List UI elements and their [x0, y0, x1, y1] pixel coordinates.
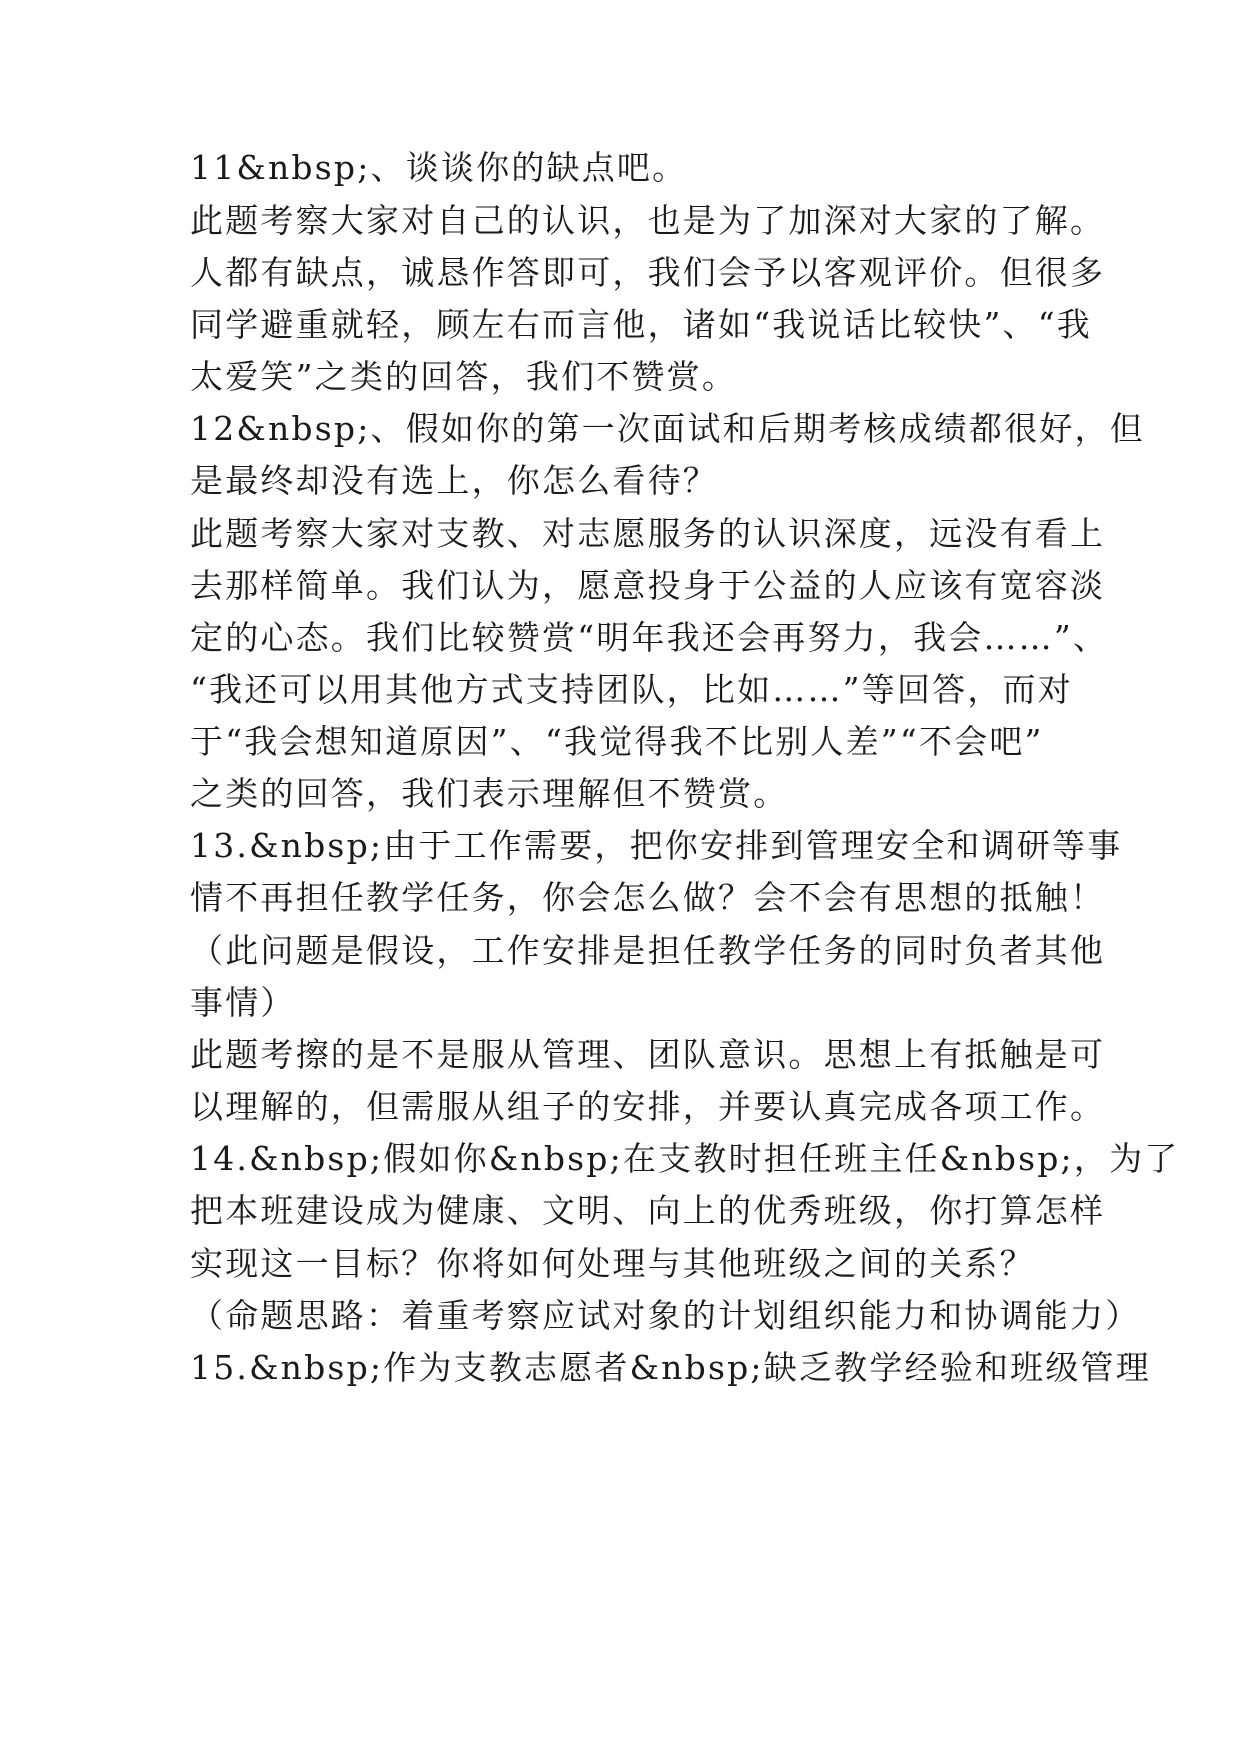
line-q13-explanation-1: 此题考擦的是不是服从管理、团队意识。思想上有抵触是可	[190, 1035, 1106, 1074]
line-q12-explanation-2: 去那样简单。我们认为，愿意投身于公益的人应该有宽容淡	[190, 566, 1106, 605]
line-q13-title-1: 13.&nbsp;由于工作需要，把你安排到管理安全和调研等事	[190, 826, 1123, 865]
line-q15-title-1: 15.&nbsp;作为支教志愿者&nbsp;缺乏教学经验和班级管理	[190, 1348, 1151, 1387]
line-q11-explanation-4: 太爱笑”之类的回答，我们不赞赏。	[190, 357, 738, 396]
line-q13-title-2: 情不再担任教学任务，你会怎么做？会不会有思想的抵触！	[190, 878, 1106, 917]
line-q12-explanation-1: 此题考察大家对支教、对志愿服务的认识深度，远没有看上	[190, 514, 1106, 553]
line-q12-explanation-4: “我还可以用其他方式支持团队，比如……”等回答，而对	[190, 670, 1073, 709]
line-q13-explanation-2: 以理解的，但需服从组子的安排，并要认真完成各项工作。	[190, 1087, 1106, 1126]
line-q13-note-1: （此问题是假设，工作安排是担任教学任务的同时负者其他	[190, 931, 1106, 970]
line-q11-title: 11&nbsp;、谈谈你的缺点吧。	[190, 148, 688, 187]
line-q14-title-1: 14.&nbsp;假如你&nbsp;在支教时担任班主任&nbsp;，为了	[190, 1139, 1180, 1178]
line-q12-explanation-6: 之类的回答，我们表示理解但不赞赏。	[190, 774, 789, 813]
line-q11-explanation-2: 人都有缺点，诚恳作答即可，我们会予以客观评价。但很多	[190, 253, 1106, 292]
line-q12-title-2: 是最终却没有选上，你怎么看待？	[190, 461, 718, 500]
line-q12-explanation-3: 定的心态。我们比较赞赏“明年我还会再努力，我会……”、	[190, 618, 1109, 657]
line-q14-title-3: 实现这一目标？你将如何处理与其他班级之间的关系？	[190, 1244, 1035, 1283]
line-q13-note-2: 事情）	[190, 983, 296, 1022]
line-q11-explanation-3: 同学避重就轻，顾左右而言他，诸如“我说话比较快”、“我	[190, 305, 1093, 344]
line-q14-approach: （命题思路：着重考察应试对象的计划组织能力和协调能力）	[190, 1296, 1141, 1335]
line-q14-title-2: 把本班建设成为健康、文明、向上的优秀班级，你打算怎样	[190, 1191, 1106, 1230]
line-q11-explanation-1: 此题考察大家对自己的认识，也是为了加深对大家的了解。	[190, 201, 1106, 240]
line-q12-title-1: 12&nbsp;、假如你的第一次面试和后期考核成绩都很好，但	[190, 409, 1145, 448]
line-q12-explanation-5: 于“我会想知道原因”、“我觉得我不比别人差”“不会吧”	[190, 722, 1044, 761]
